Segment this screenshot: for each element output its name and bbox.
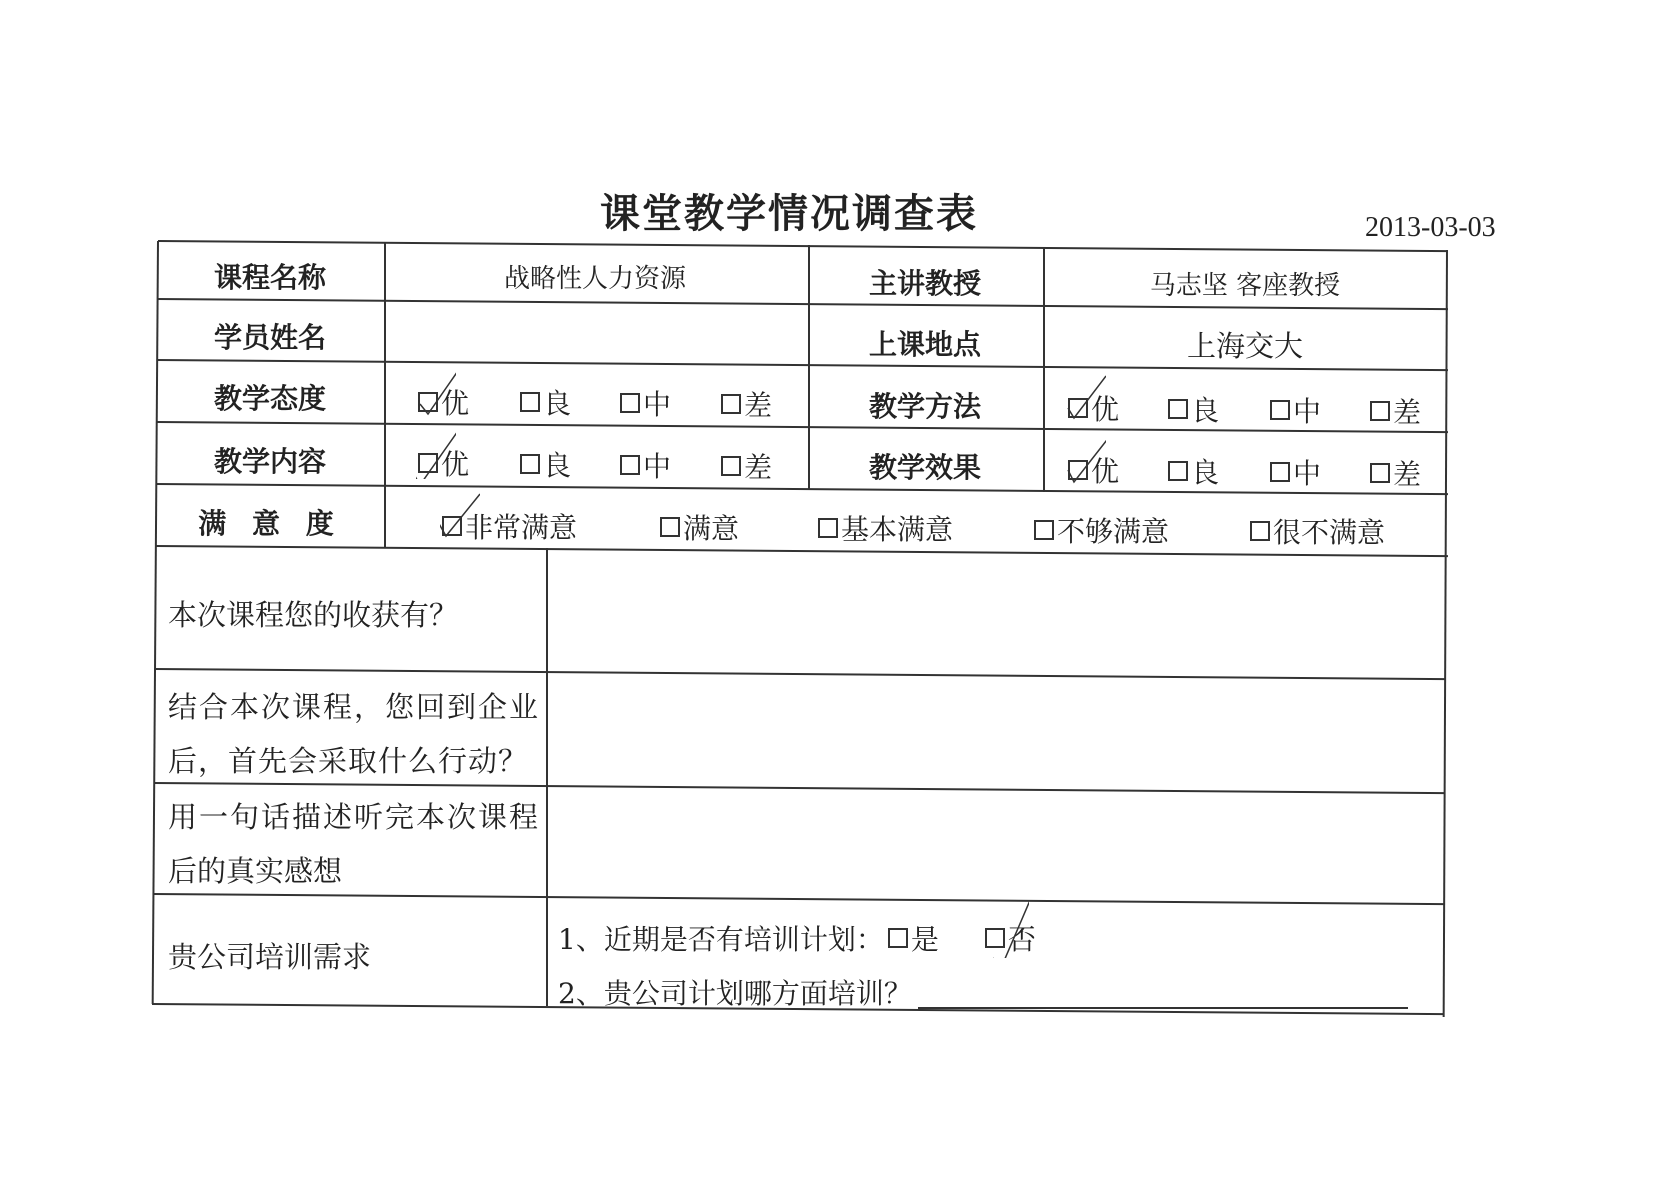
course-name-label: 课程名称 — [213, 261, 326, 294]
answer-feeling-field[interactable] — [550, 786, 1440, 890]
checkbox[interactable] — [818, 518, 838, 538]
effect-option-average[interactable]: 中 — [1270, 452, 1321, 492]
checkbox[interactable] — [721, 456, 741, 476]
training-area-answer-line[interactable] — [918, 1007, 1408, 1009]
row-divider — [157, 421, 1448, 433]
training-area-question: 2、贵公司计划哪方面培训？ — [558, 977, 912, 1010]
question-feeling-line1: 用一句话描述听完本次课程 — [168, 800, 541, 834]
method-option-poor[interactable]: 差 — [1370, 391, 1421, 431]
checkbox-checked[interactable] — [1068, 460, 1088, 480]
training-plan-yes-checkbox[interactable] — [888, 928, 908, 948]
effect-option-excellent[interactable]: 优 — [1068, 450, 1119, 490]
col-divider — [546, 548, 548, 1006]
method-option-average[interactable]: 中 — [1270, 390, 1321, 430]
checkbox[interactable] — [1168, 461, 1188, 481]
row-divider — [153, 893, 1444, 905]
teaching-method-label: 教学方法 — [868, 390, 981, 423]
table-border-left — [152, 241, 159, 1004]
answer-action-field[interactable] — [550, 672, 1440, 780]
checkbox[interactable] — [1270, 462, 1290, 482]
content-option-average[interactable]: 中 — [620, 445, 671, 485]
checkbox[interactable] — [721, 394, 741, 414]
answer-gains-field[interactable] — [550, 550, 1440, 665]
content-option-good[interactable]: 良 — [520, 444, 571, 484]
survey-date: 2013-03-03 — [1365, 212, 1496, 243]
checkbox[interactable] — [620, 393, 640, 413]
checkbox[interactable] — [520, 454, 540, 474]
checkbox-checked[interactable] — [418, 392, 438, 412]
satisfaction-option-not-satisfied-enough[interactable]: 不够满意 — [1034, 510, 1169, 550]
question-feeling-line2: 后的真实感想 — [168, 854, 343, 888]
row-divider — [156, 483, 1448, 495]
page-title: 课堂教学情况调查表 — [600, 191, 978, 237]
teaching-effect-label: 教学效果 — [868, 451, 981, 484]
satisfaction-option-satisfied[interactable]: 满意 — [660, 507, 739, 547]
effect-option-poor[interactable]: 差 — [1370, 453, 1421, 493]
question-gains: 本次课程您的收获有？ — [168, 598, 459, 632]
col-divider — [808, 245, 810, 490]
table-border-right — [1443, 250, 1448, 1017]
checkbox[interactable] — [620, 455, 640, 475]
location-value: 上海交大 — [1186, 329, 1303, 363]
checkbox[interactable] — [1034, 520, 1054, 540]
attitude-option-poor[interactable]: 差 — [721, 384, 772, 424]
course-name-value: 战略性人力资源 — [503, 264, 686, 294]
checkbox[interactable] — [1370, 463, 1390, 483]
checkbox[interactable] — [1270, 400, 1290, 420]
satisfaction-option-very-dissatisfied[interactable]: 很不满意 — [1250, 511, 1385, 551]
training-plan-question: 1、近期是否有培训计划： 是 否 — [558, 918, 1036, 958]
checkbox[interactable] — [1250, 521, 1270, 541]
effect-option-good[interactable]: 良 — [1168, 451, 1219, 491]
lecturer-label: 主讲教授 — [868, 267, 981, 300]
student-name-label: 学员姓名 — [213, 321, 326, 354]
checkbox-checked[interactable] — [1068, 398, 1088, 418]
method-option-good[interactable]: 良 — [1168, 389, 1219, 429]
col-divider — [384, 242, 386, 547]
location-label: 上课地点 — [868, 328, 981, 361]
question-training-needs: 贵公司培训需求 — [168, 940, 372, 974]
checkbox[interactable] — [1168, 399, 1188, 419]
checkbox-checked[interactable] — [442, 516, 462, 536]
training-plan-no-checkbox[interactable] — [985, 928, 1005, 948]
teaching-content-label: 教学内容 — [213, 445, 326, 478]
checkbox[interactable] — [1370, 401, 1390, 421]
question-action-line2: 后，首先会采取什么行动？ — [168, 744, 529, 778]
satisfaction-option-basically-satisfied[interactable]: 基本满意 — [818, 508, 953, 548]
lecturer-value: 马志坚 客座教授 — [1149, 271, 1341, 301]
attitude-option-good[interactable]: 良 — [520, 382, 571, 422]
teaching-attitude-label: 教学态度 — [213, 382, 326, 415]
checkbox[interactable] — [660, 517, 680, 537]
table-border-top — [158, 240, 1448, 252]
content-option-poor[interactable]: 差 — [721, 446, 772, 486]
checkbox-checked[interactable] — [418, 453, 438, 473]
col-divider — [1043, 247, 1045, 492]
satisfaction-option-very-satisfied[interactable]: 非常满意 — [442, 506, 577, 546]
attitude-option-excellent[interactable]: 优 — [418, 382, 469, 422]
content-option-excellent[interactable]: 优 — [418, 443, 469, 483]
method-option-excellent[interactable]: 优 — [1068, 388, 1119, 428]
question-action-line1: 结合本次课程，您回到企业 — [168, 690, 541, 724]
checkbox[interactable] — [520, 392, 540, 412]
satisfaction-label: 满 意 度 — [198, 507, 342, 540]
attitude-option-average[interactable]: 中 — [620, 383, 671, 423]
